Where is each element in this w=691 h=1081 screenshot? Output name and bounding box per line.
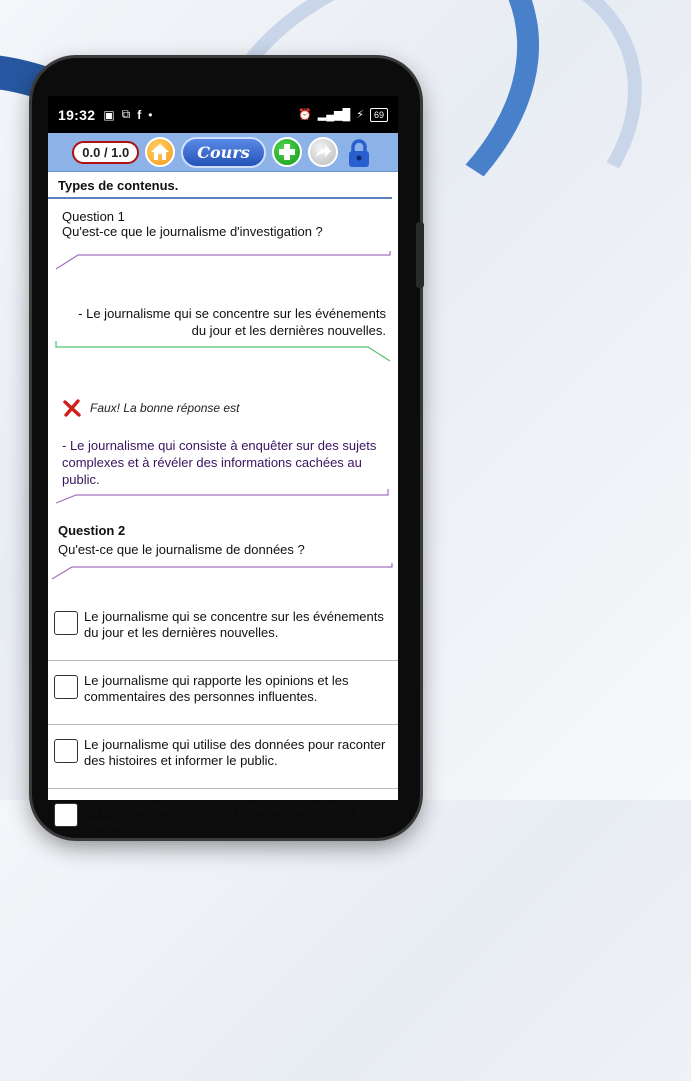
signal-icon: ▂▄▆█ [317, 109, 351, 121]
choice-label: Le journalisme qui rapporte les opinions et les commentaires des personnes influentes. [84, 673, 349, 704]
choice-item[interactable] [48, 661, 398, 725]
bubble-divider [48, 543, 398, 583]
bubble-divider [48, 231, 398, 271]
choice-label: Le journalisme qui utilise des données pour raconter des histoires et informer le public. [84, 737, 386, 768]
choice-item[interactable] [48, 597, 398, 661]
add-button[interactable] [272, 137, 302, 167]
home-button[interactable] [145, 137, 175, 167]
forward-arrow-icon [314, 144, 332, 160]
choice-item[interactable] [48, 789, 398, 853]
cours-button[interactable]: Cours [181, 137, 265, 168]
score-badge: 0.0 / 1.0 [72, 141, 139, 164]
choice-item[interactable] [48, 725, 398, 789]
next-button[interactable] [308, 137, 338, 167]
status-right-icons [298, 108, 388, 122]
selected-answer-line-1: - Le journalisme qui se concentre sur les événements [78, 306, 386, 321]
dot-icon: • [148, 107, 153, 122]
status-left-icons [103, 107, 152, 122]
selected-answer-line-2: du jour et les dernières nouvelles. [191, 323, 386, 338]
plus-icon [278, 143, 296, 161]
lock-icon [346, 138, 372, 168]
charging-icon: ⚡ [356, 109, 364, 121]
choice-checkbox[interactable] [54, 739, 78, 763]
correct-answer-bubble [48, 421, 398, 517]
quiz-content [48, 172, 398, 832]
app-toolbar [48, 133, 398, 172]
selected-answer [48, 305, 398, 339]
question-2-text: Qu'est-ce que le journalisme de données ? [58, 542, 305, 557]
bubble-divider [48, 477, 398, 517]
choice-checkbox[interactable] [54, 675, 78, 699]
phone-screen [48, 96, 398, 832]
choice-label: Le journalisme qui se concentre sur les événements du jour et les dernières nouvelles. [84, 609, 384, 640]
section-title: Types de contenus. [48, 172, 392, 199]
question-2-label: Question 2 [58, 523, 126, 538]
phone-side-button [416, 222, 424, 288]
choices-list [48, 597, 398, 853]
feedback-row [48, 395, 398, 421]
correct-answer-text: - Le journalisme qui consiste à enquêter sur des sujets complexes et à révéler des informations cachées au public. [62, 438, 377, 487]
status-time: 19:32 [58, 106, 96, 123]
bubble-divider [48, 337, 398, 377]
home-icon [150, 143, 170, 161]
question-1-text: Qu'est-ce que le journalisme d'investigation ? [62, 224, 323, 239]
selected-answer-bubble [48, 277, 398, 379]
choice-checkbox[interactable] [54, 803, 78, 827]
status-bar [48, 96, 398, 133]
question-1-label: Question 1 [62, 209, 125, 224]
lock-button[interactable] [344, 136, 374, 168]
battery-indicator: 69 [370, 108, 388, 122]
feedback-text: Faux! La bonne réponse est [90, 401, 240, 415]
screenshot-icon: ⧉ [121, 107, 131, 121]
wrong-x-icon [62, 398, 82, 418]
alarm-icon: ⏰ [298, 109, 312, 121]
sim-icon: ▣ [103, 107, 115, 122]
facebook-icon: f [137, 107, 142, 122]
question-2-bubble [48, 517, 398, 583]
question-1-bubble [48, 199, 398, 277]
choice-checkbox[interactable] [54, 611, 78, 635]
choice-label: Le journalisme qui se concentre sur les faits et les chiffres. [84, 801, 372, 832]
